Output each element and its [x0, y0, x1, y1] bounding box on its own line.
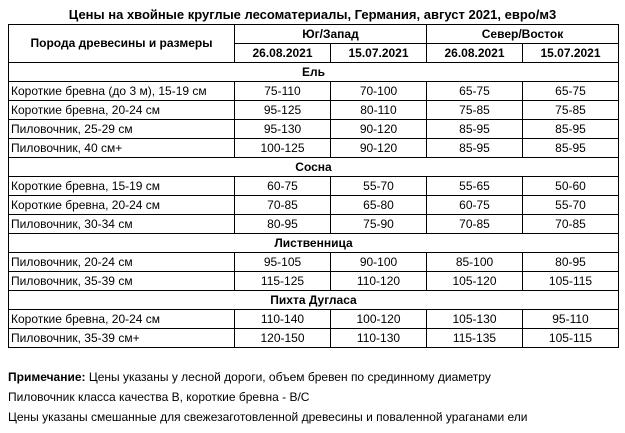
note-line-1	[8, 367, 527, 387]
price-cell: 105-130	[427, 310, 523, 329]
table-row	[9, 253, 619, 272]
price-cell: 85-95	[523, 120, 619, 139]
row-label: Пиловочник, 30-34 см	[9, 215, 235, 234]
price-cell: 75-90	[331, 215, 427, 234]
price-table	[8, 24, 619, 348]
region-header-south-west: Юг/Запад	[235, 25, 427, 44]
section-title: Сосна	[9, 158, 619, 177]
price-cell: 105-120	[427, 272, 523, 291]
price-cell: 110-140	[235, 310, 331, 329]
notes	[8, 367, 527, 427]
price-cell: 90-100	[331, 253, 427, 272]
price-cell: 70-85	[427, 215, 523, 234]
price-cell: 95-125	[235, 101, 331, 120]
price-cell: 85-95	[523, 139, 619, 158]
table-row	[9, 310, 619, 329]
section-title: Пихта Дугласа	[9, 291, 619, 310]
section-title: Ель	[9, 63, 619, 82]
table-body	[9, 63, 619, 348]
price-cell: 60-75	[427, 196, 523, 215]
price-cell: 55-65	[427, 177, 523, 196]
price-cell: 70-85	[235, 196, 331, 215]
price-cell: 105-115	[523, 329, 619, 348]
price-cell: 115-135	[427, 329, 523, 348]
price-cell: 65-80	[331, 196, 427, 215]
price-cell: 110-120	[331, 272, 427, 291]
price-cell: 70-100	[331, 82, 427, 101]
price-cell: 75-85	[523, 101, 619, 120]
price-cell: 55-70	[523, 196, 619, 215]
page-title: Цены на хвойные круглые лесоматериалы, Германия, август 2021, евро/м3	[68, 7, 557, 22]
price-cell: 85-95	[427, 139, 523, 158]
section-row	[9, 158, 619, 177]
price-cell: 75-85	[427, 101, 523, 120]
table-row	[9, 120, 619, 139]
row-label: Пиловочник, 20-24 см	[9, 253, 235, 272]
table-row	[9, 272, 619, 291]
row-label: Короткие бревна, 15-19 см	[9, 177, 235, 196]
price-cell: 95-110	[523, 310, 619, 329]
table-row	[9, 82, 619, 101]
price-cell: 75-110	[235, 82, 331, 101]
row-label: Короткие бревна (до 3 м), 15-19 см	[9, 82, 235, 101]
section-row	[9, 63, 619, 82]
price-cell: 50-60	[523, 177, 619, 196]
row-label: Пиловочник, 25-29 см	[9, 120, 235, 139]
price-cell: 100-120	[331, 310, 427, 329]
price-cell: 55-70	[331, 177, 427, 196]
table-row	[9, 215, 619, 234]
table-row	[9, 101, 619, 120]
price-cell: 95-105	[235, 253, 331, 272]
row-label: Пиловочник, 40 см+	[9, 139, 235, 158]
species-column-header: Порода древесины и размеры	[9, 25, 235, 63]
note-label: Примечание:	[8, 370, 86, 384]
section-row	[9, 234, 619, 253]
header-row-regions	[9, 25, 619, 44]
price-cell: 80-95	[523, 253, 619, 272]
section-title: Лиственница	[9, 234, 619, 253]
price-cell: 80-95	[235, 215, 331, 234]
price-cell: 105-115	[523, 272, 619, 291]
date-header: 15.07.2021	[331, 44, 427, 63]
price-cell: 80-110	[331, 101, 427, 120]
table-row	[9, 139, 619, 158]
price-cell: 85-95	[427, 120, 523, 139]
price-cell: 70-85	[523, 215, 619, 234]
date-header: 15.07.2021	[523, 44, 619, 63]
price-cell: 95-130	[235, 120, 331, 139]
price-cell: 90-120	[331, 139, 427, 158]
region-header-north-east: Север/Восток	[427, 25, 619, 44]
price-cell: 65-75	[523, 82, 619, 101]
note-text: Цены указаны у лесной дороги, объем бревен по срединному диаметру	[85, 370, 491, 384]
date-header: 26.08.2021	[235, 44, 331, 63]
section-row	[9, 291, 619, 310]
note-line-3: Цены указаны смешанные для свежезаготовленной древесины и поваленной ураганами ели	[8, 410, 528, 424]
price-cell: 60-75	[235, 177, 331, 196]
price-cell: 100-125	[235, 139, 331, 158]
table-row	[9, 196, 619, 215]
row-label: Короткие бревна, 20-24 см	[9, 310, 235, 329]
price-cell: 120-150	[235, 329, 331, 348]
note-line-2: Пиловочник класса качества B, короткие бревна - B/C	[8, 390, 310, 404]
table-row	[9, 177, 619, 196]
row-label: Пиловочник, 35-39 см	[9, 272, 235, 291]
price-cell: 110-130	[331, 329, 427, 348]
date-header: 26.08.2021	[427, 44, 523, 63]
row-label: Короткие бревна, 20-24 см	[9, 101, 235, 120]
row-label: Короткие бревна, 20-24 см	[9, 196, 235, 215]
row-label: Пиловочник, 35-39 см+	[9, 329, 235, 348]
price-cell: 85-100	[427, 253, 523, 272]
price-cell: 65-75	[427, 82, 523, 101]
price-cell: 90-120	[331, 120, 427, 139]
price-cell: 115-125	[235, 272, 331, 291]
table-row	[9, 329, 619, 348]
